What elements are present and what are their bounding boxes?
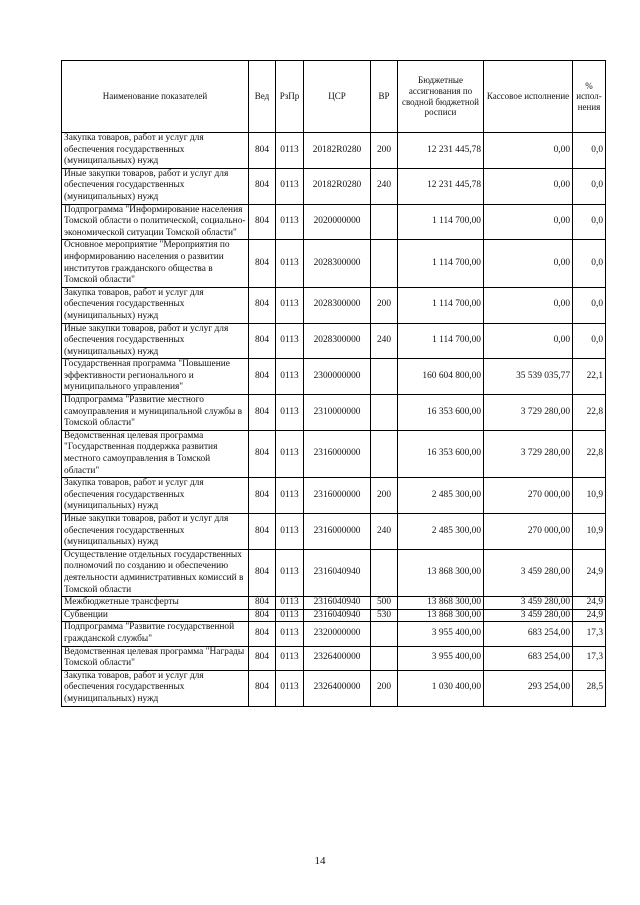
cell-csr: 2028300000 <box>304 240 371 287</box>
cell-percent: 24,9 <box>573 609 606 622</box>
cell-budget: 160 604 800,00 <box>398 359 484 395</box>
table-row <box>62 204 606 240</box>
table-row <box>62 478 606 514</box>
cell-ved: 804 <box>249 359 276 395</box>
table-row <box>62 395 606 431</box>
cell-csr: 2028300000 <box>304 287 371 323</box>
cell-ved: 804 <box>249 168 276 204</box>
cell-budget: 12 231 445,78 <box>398 168 484 204</box>
cell-vr: 200 <box>371 287 398 323</box>
cell-csr: 2310000000 <box>304 395 371 431</box>
cell-ved: 804 <box>249 323 276 359</box>
cell-vr: 240 <box>371 168 398 204</box>
cell-budget: 1 114 700,00 <box>398 287 484 323</box>
cell-rzpr: 0113 <box>276 670 304 706</box>
cell-csr: 2316000000 <box>304 430 371 477</box>
cell-name: Государственная программа "Повышение эффективности регионального и муниципального управления" <box>62 359 249 395</box>
cell-budget: 3 955 400,00 <box>398 622 484 646</box>
cell-vr <box>371 549 398 596</box>
cell-percent: 17,3 <box>573 622 606 646</box>
cell-percent: 0,0 <box>573 204 606 240</box>
cell-cash: 0,00 <box>484 287 573 323</box>
cell-vr <box>371 204 398 240</box>
cell-budget: 13 868 300,00 <box>398 597 484 610</box>
cell-name: Основное мероприятие "Мероприятия по информированию населения о развитии институтов гражданского общества в Томской области" <box>62 240 249 287</box>
cell-ved: 804 <box>249 646 276 670</box>
budget-execution-table <box>61 60 606 707</box>
cell-name: Подпрограмма "Развитие государственной гражданской службы" <box>62 622 249 646</box>
table-row <box>62 240 606 287</box>
cell-ved: 804 <box>249 549 276 596</box>
table-row <box>62 597 606 610</box>
table-row <box>62 359 606 395</box>
cell-csr: 2316000000 <box>304 514 371 550</box>
cell-vr: 200 <box>371 133 398 169</box>
cell-vr <box>371 646 398 670</box>
cell-rzpr: 0113 <box>276 646 304 670</box>
cell-cash: 35 539 035,77 <box>484 359 573 395</box>
table-row <box>62 514 606 550</box>
cell-rzpr: 0113 <box>276 609 304 622</box>
table-body <box>62 133 606 707</box>
table-row <box>62 133 606 169</box>
cell-name: Закупка товаров, работ и услуг для обеспечения государственных (муниципальных) нужд <box>62 287 249 323</box>
cell-ved: 804 <box>249 395 276 431</box>
cell-vr <box>371 395 398 431</box>
cell-cash: 0,00 <box>484 204 573 240</box>
table-row <box>62 622 606 646</box>
cell-ved: 804 <box>249 609 276 622</box>
cell-percent: 22,8 <box>573 395 606 431</box>
cell-cash: 3 459 280,00 <box>484 549 573 596</box>
cell-name: Подпрограмма "Информирование населения Томской области о политической, социально-экономической ситуации Томской области" <box>62 204 249 240</box>
cell-cash: 293 254,00 <box>484 670 573 706</box>
cell-cash: 270 000,00 <box>484 514 573 550</box>
table-row <box>62 549 606 596</box>
cell-csr: 20182R0280 <box>304 168 371 204</box>
cell-cash: 0,00 <box>484 168 573 204</box>
header-rzpr: РзПр <box>276 61 304 133</box>
table-row <box>62 609 606 622</box>
cell-budget: 16 353 600,00 <box>398 430 484 477</box>
cell-cash: 0,00 <box>484 240 573 287</box>
cell-budget: 1 114 700,00 <box>398 323 484 359</box>
cell-rzpr: 0113 <box>276 514 304 550</box>
cell-name: Закупка товаров, работ и услуг для обеспечения государственных (муниципальных) нужд <box>62 133 249 169</box>
cell-budget: 2 485 300,00 <box>398 514 484 550</box>
cell-ved: 804 <box>249 133 276 169</box>
cell-vr: 200 <box>371 478 398 514</box>
cell-ved: 804 <box>249 204 276 240</box>
cell-name: Подпрограмма "Развитие местного самоуправления и муниципальной службы в Томской области" <box>62 395 249 431</box>
cell-rzpr: 0113 <box>276 204 304 240</box>
cell-ved: 804 <box>249 240 276 287</box>
cell-budget: 3 955 400,00 <box>398 646 484 670</box>
cell-vr: 240 <box>371 323 398 359</box>
cell-rzpr: 0113 <box>276 622 304 646</box>
cell-ved: 804 <box>249 670 276 706</box>
cell-name: Субвенции <box>62 609 249 622</box>
cell-cash: 0,00 <box>484 323 573 359</box>
cell-csr: 20182R0280 <box>304 133 371 169</box>
cell-percent: 22,1 <box>573 359 606 395</box>
table-row <box>62 646 606 670</box>
cell-name: Закупка товаров, работ и услуг для обеспечения государственных (муниципальных) нужд <box>62 478 249 514</box>
cell-cash: 3 729 280,00 <box>484 395 573 431</box>
header-name: Наименование показателей <box>62 61 249 133</box>
cell-csr: 2020000000 <box>304 204 371 240</box>
cell-cash: 3 729 280,00 <box>484 430 573 477</box>
header-vr: ВР <box>371 61 398 133</box>
cell-budget: 13 868 300,00 <box>398 609 484 622</box>
cell-percent: 0,0 <box>573 133 606 169</box>
cell-vr <box>371 240 398 287</box>
table-row <box>62 323 606 359</box>
cell-name: Ведомственная целевая программа "Государственная поддержка развития местного самоуправления в Томской области" <box>62 430 249 477</box>
cell-budget: 13 868 300,00 <box>398 549 484 596</box>
cell-rzpr: 0113 <box>276 287 304 323</box>
header-budget: Бюджетные ассигнования по сводной бюджетной росписи <box>398 61 484 133</box>
cell-budget: 16 353 600,00 <box>398 395 484 431</box>
cell-cash: 3 459 280,00 <box>484 597 573 610</box>
cell-rzpr: 0113 <box>276 478 304 514</box>
cell-budget: 2 485 300,00 <box>398 478 484 514</box>
cell-csr: 2028300000 <box>304 323 371 359</box>
cell-rzpr: 0113 <box>276 549 304 596</box>
cell-budget: 12 231 445,78 <box>398 133 484 169</box>
header-ved: Вед <box>249 61 276 133</box>
cell-rzpr: 0113 <box>276 359 304 395</box>
cell-rzpr: 0113 <box>276 323 304 359</box>
cell-name: Иные закупки товаров, работ и услуг для обеспечения государственных (муниципальных) нужд <box>62 168 249 204</box>
header-csr: ЦСР <box>304 61 371 133</box>
cell-rzpr: 0113 <box>276 597 304 610</box>
header-percent: % испол-нения <box>573 61 606 133</box>
cell-budget: 1 030 400,00 <box>398 670 484 706</box>
cell-vr: 500 <box>371 597 398 610</box>
cell-rzpr: 0113 <box>276 133 304 169</box>
cell-rzpr: 0113 <box>276 240 304 287</box>
cell-percent: 24,9 <box>573 597 606 610</box>
table-row <box>62 430 606 477</box>
cell-percent: 0,0 <box>573 323 606 359</box>
cell-vr: 200 <box>371 670 398 706</box>
cell-percent: 24,9 <box>573 549 606 596</box>
cell-budget: 1 114 700,00 <box>398 204 484 240</box>
cell-rzpr: 0113 <box>276 168 304 204</box>
cell-percent: 28,5 <box>573 670 606 706</box>
cell-vr <box>371 622 398 646</box>
cell-percent: 22,8 <box>573 430 606 477</box>
cell-csr: 2326400000 <box>304 670 371 706</box>
cell-percent: 10,9 <box>573 478 606 514</box>
cell-cash: 3 459 280,00 <box>484 609 573 622</box>
cell-cash: 270 000,00 <box>484 478 573 514</box>
cell-rzpr: 0113 <box>276 430 304 477</box>
cell-csr: 2300000000 <box>304 359 371 395</box>
table-row <box>62 670 606 706</box>
cell-csr: 2316040940 <box>304 549 371 596</box>
cell-name: Межбюджетные трансферты <box>62 597 249 610</box>
cell-ved: 804 <box>249 597 276 610</box>
cell-name: Иные закупки товаров, работ и услуг для обеспечения государственных (муниципальных) нужд <box>62 514 249 550</box>
cell-percent: 10,9 <box>573 514 606 550</box>
cell-percent: 0,0 <box>573 168 606 204</box>
cell-ved: 804 <box>249 430 276 477</box>
cell-cash: 683 254,00 <box>484 622 573 646</box>
cell-percent: 0,0 <box>573 287 606 323</box>
cell-csr: 2316000000 <box>304 478 371 514</box>
cell-ved: 804 <box>249 478 276 514</box>
cell-rzpr: 0113 <box>276 395 304 431</box>
cell-csr: 2316040940 <box>304 609 371 622</box>
cell-name: Осуществление отдельных государственных полномочий по созданию и обеспечению деятельности административных комиссий в Томской области <box>62 549 249 596</box>
cell-vr <box>371 359 398 395</box>
cell-vr <box>371 430 398 477</box>
table-row <box>62 168 606 204</box>
cell-ved: 804 <box>249 514 276 550</box>
cell-name: Закупка товаров, работ и услуг для обеспечения государственных (муниципальных) нужд <box>62 670 249 706</box>
cell-name: Иные закупки товаров, работ и услуг для обеспечения государственных (муниципальных) нужд <box>62 323 249 359</box>
cell-ved: 804 <box>249 287 276 323</box>
cell-cash: 0,00 <box>484 133 573 169</box>
cell-budget: 1 114 700,00 <box>398 240 484 287</box>
cell-csr: 2316040940 <box>304 597 371 610</box>
cell-cash: 683 254,00 <box>484 646 573 670</box>
table-row <box>62 287 606 323</box>
cell-csr: 2320000000 <box>304 622 371 646</box>
page-number: 14 <box>314 855 326 867</box>
table-header-row <box>62 61 606 133</box>
cell-csr: 2326400000 <box>304 646 371 670</box>
cell-percent: 0,0 <box>573 240 606 287</box>
header-cash: Кассовое исполнение <box>484 61 573 133</box>
cell-vr: 530 <box>371 609 398 622</box>
cell-name: Ведомственная целевая программа "Награды Томской области" <box>62 646 249 670</box>
cell-ved: 804 <box>249 622 276 646</box>
cell-percent: 17,3 <box>573 646 606 670</box>
cell-vr: 240 <box>371 514 398 550</box>
